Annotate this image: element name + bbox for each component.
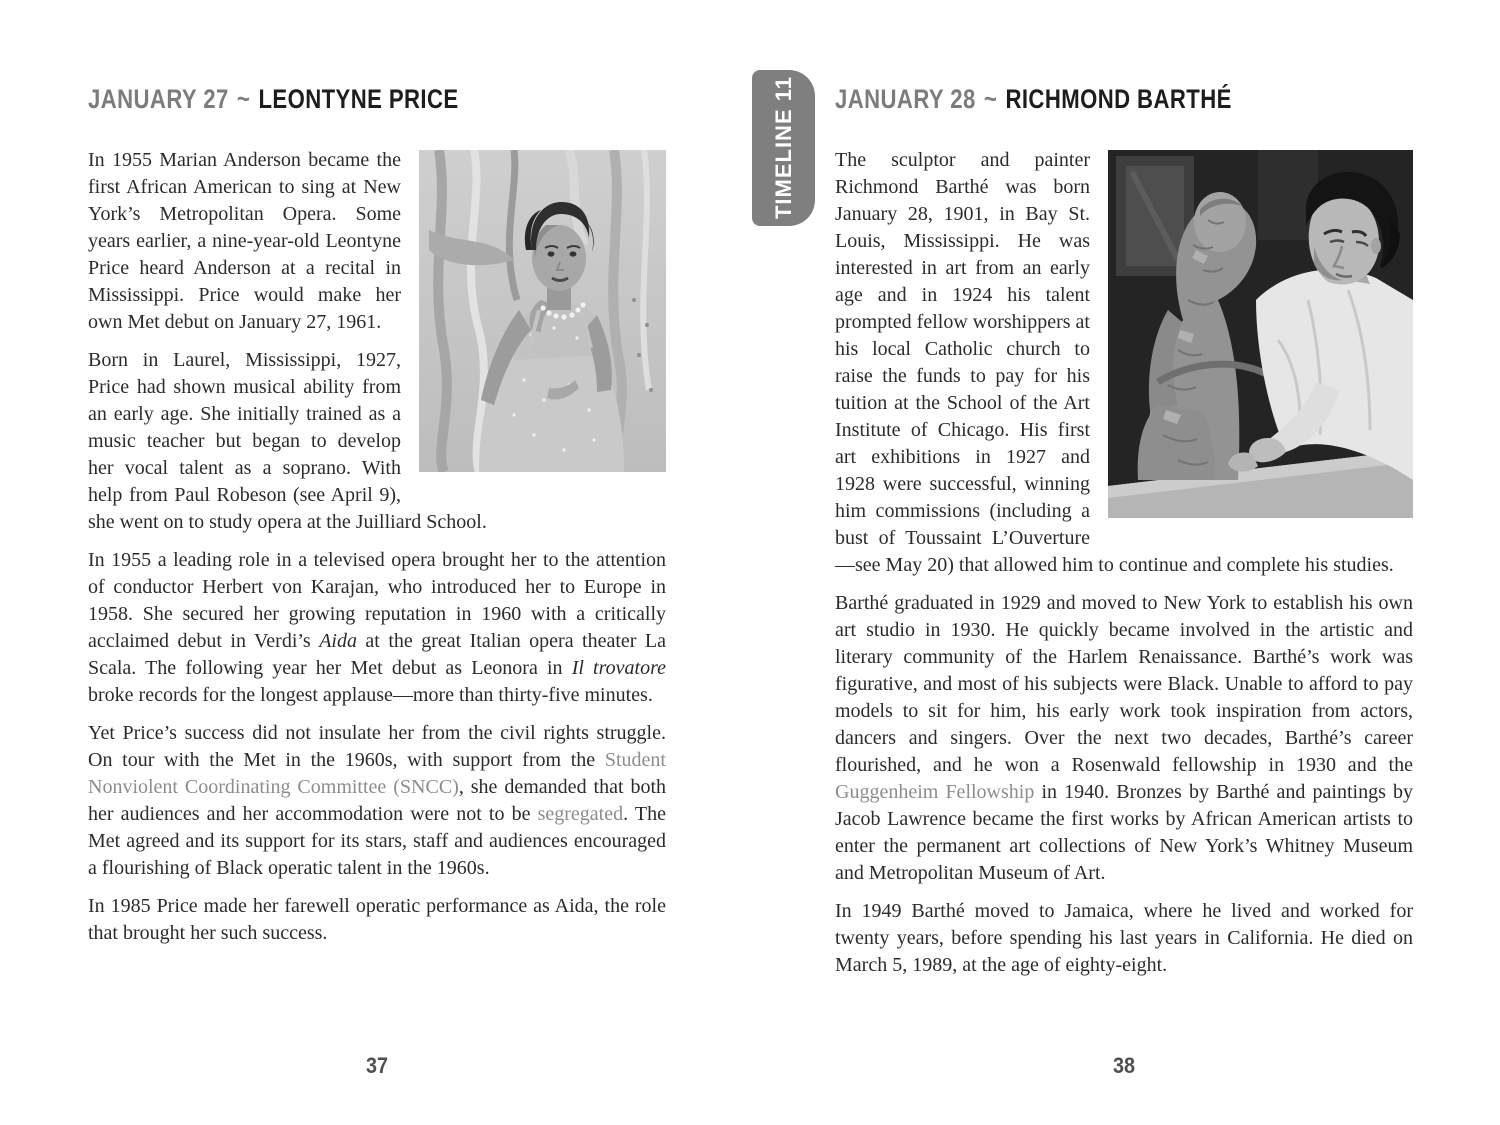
body-text-segment: Aida: [319, 630, 357, 652]
cross-reference-text: Student Nonviolent Coordinating Committee (SNCC): [88, 749, 666, 798]
paragraph: [88, 893, 666, 947]
entry-separator-left: ~: [236, 84, 251, 114]
left-paragraphs: [88, 147, 666, 947]
paragraph: [88, 720, 666, 882]
entry-date-right: JANUARY 28: [835, 84, 976, 114]
body-text-segment: In 1955 Marian Anderson became the first African American to sing at New York’s Metropolitan Opera. Some years earlier, a nine-year-old Leontyne Price heard Anderson at a recital in Mississippi. Price would make her own Met debut on January 27, 1961.: [88, 149, 401, 333]
page-number-right: 38: [1112, 1053, 1136, 1078]
body-text-segment: in 1940. Bronzes by Barthé and paintings by Jacob Lawrence became the first works by African American artists to enter the permanent art collections of New York’s Whitney Museum and Metropolitan Museum of Art.: [835, 781, 1413, 884]
right-paragraphs: [835, 147, 1413, 979]
body-text-segment: Yet Price’s success did not insulate her from the civil rights struggle. On tour with the Met in the 1960s, with support from the: [88, 722, 666, 771]
entry-name-left: LEONTYNE PRICE: [258, 84, 459, 114]
body-text-segment: In 1985 Price made her farewell operatic performance as Aida, the role that brought her such success.: [88, 895, 666, 944]
entry-title-right: [835, 84, 1309, 115]
richmond-barthe-photo-art: [1108, 150, 1413, 518]
body-text-segment: Barthé graduated in 1929 and moved to New York to establish his own art studio in 1930. He quickly became involved in the artistic and literary community of the Harlem Renaissance. Barthé’s work was figurative, and most of his subjects were Black. Unable to afford to pay models to sit for him, his early work took inspiration from actors, dancers and singers. Over the next two decades, Barthé’s career flourished, and he won a Rosenwald fellowship in 1930 and the: [835, 592, 1413, 776]
entry-title-left: [88, 84, 562, 115]
body-text-segment: , she demanded that both her audiences and her accommodation were not to be: [88, 776, 666, 825]
body-text-segment: Born in Laurel, Mississippi, 1927, Price had shown musical ability from an early age. She initially trained as a music teacher but began to develop her vocal talent as a soprano. With help from Paul Robeson (see April 9), she went on to study opera at the Juilliard School.: [88, 349, 487, 533]
cross-reference-text: Guggenheim Fellowship: [835, 781, 1035, 803]
cross-reference-text: segregated: [537, 803, 624, 825]
entry-date-left: JANUARY 27: [88, 84, 229, 114]
entry-name-right: RICHMOND BARTHÉ: [1005, 84, 1232, 114]
page-number-left: 37: [365, 1053, 389, 1078]
leontyne-price-photo-art: [419, 150, 666, 472]
body-text-segment: In 1949 Barthé moved to Jamaica, where he lived and worked for twenty years, before spending his last years in California. He died on March 5, 1989, at the age of eighty-eight.: [835, 900, 1413, 976]
body-text-segment: . The Met agreed and its support for its stars, staff and audiences encouraged a flourishing of Black operatic talent in the 1960s.: [88, 803, 666, 879]
paragraph: [835, 898, 1413, 979]
paragraph: [88, 547, 666, 709]
paragraph: [835, 590, 1413, 887]
page-left: [88, 84, 666, 1084]
body-text-segment: Il trovatore: [571, 657, 666, 679]
body-text-segment: The sculptor and painter Richmond Barthé was born January 28, 1901, in Bay St. Louis, Mississippi. He was interested in art from an early age and in 1924 his talent prompted fellow worshippers at his local Catholic church to raise the funds to pay for his tuition at the School of the Art Institute of Chicago. His first art exhibitions in 1927 and 1928 were successful, winning him commissions (including a bust of Toussaint L’Ouverture—see May 20) that allowed him to continue and complete his studies.: [835, 149, 1394, 576]
body-text-segment: In 1955 a leading role in a televised opera brought her to the attention of conductor Herbert von Karajan, who introduced her to Europe in 1958. She secured her growing reputation in 1960 with a critically acclaimed debut in Verdi’s: [88, 549, 666, 652]
richmond-barthe-photo: [1108, 150, 1413, 518]
entry-separator-right: ~: [983, 84, 998, 114]
body-text-segment: at the great Italian opera theater La Scala. The following year her Met debut as Leonora in: [88, 630, 667, 679]
timeline-tab: [752, 70, 815, 226]
body-text-segment: broke records for the longest applause—more than thirty-five minutes.: [88, 684, 653, 706]
page-right: [835, 84, 1413, 1084]
leontyne-price-photo: [419, 150, 666, 472]
timeline-tab-label: TIMELINE 11: [770, 76, 796, 220]
